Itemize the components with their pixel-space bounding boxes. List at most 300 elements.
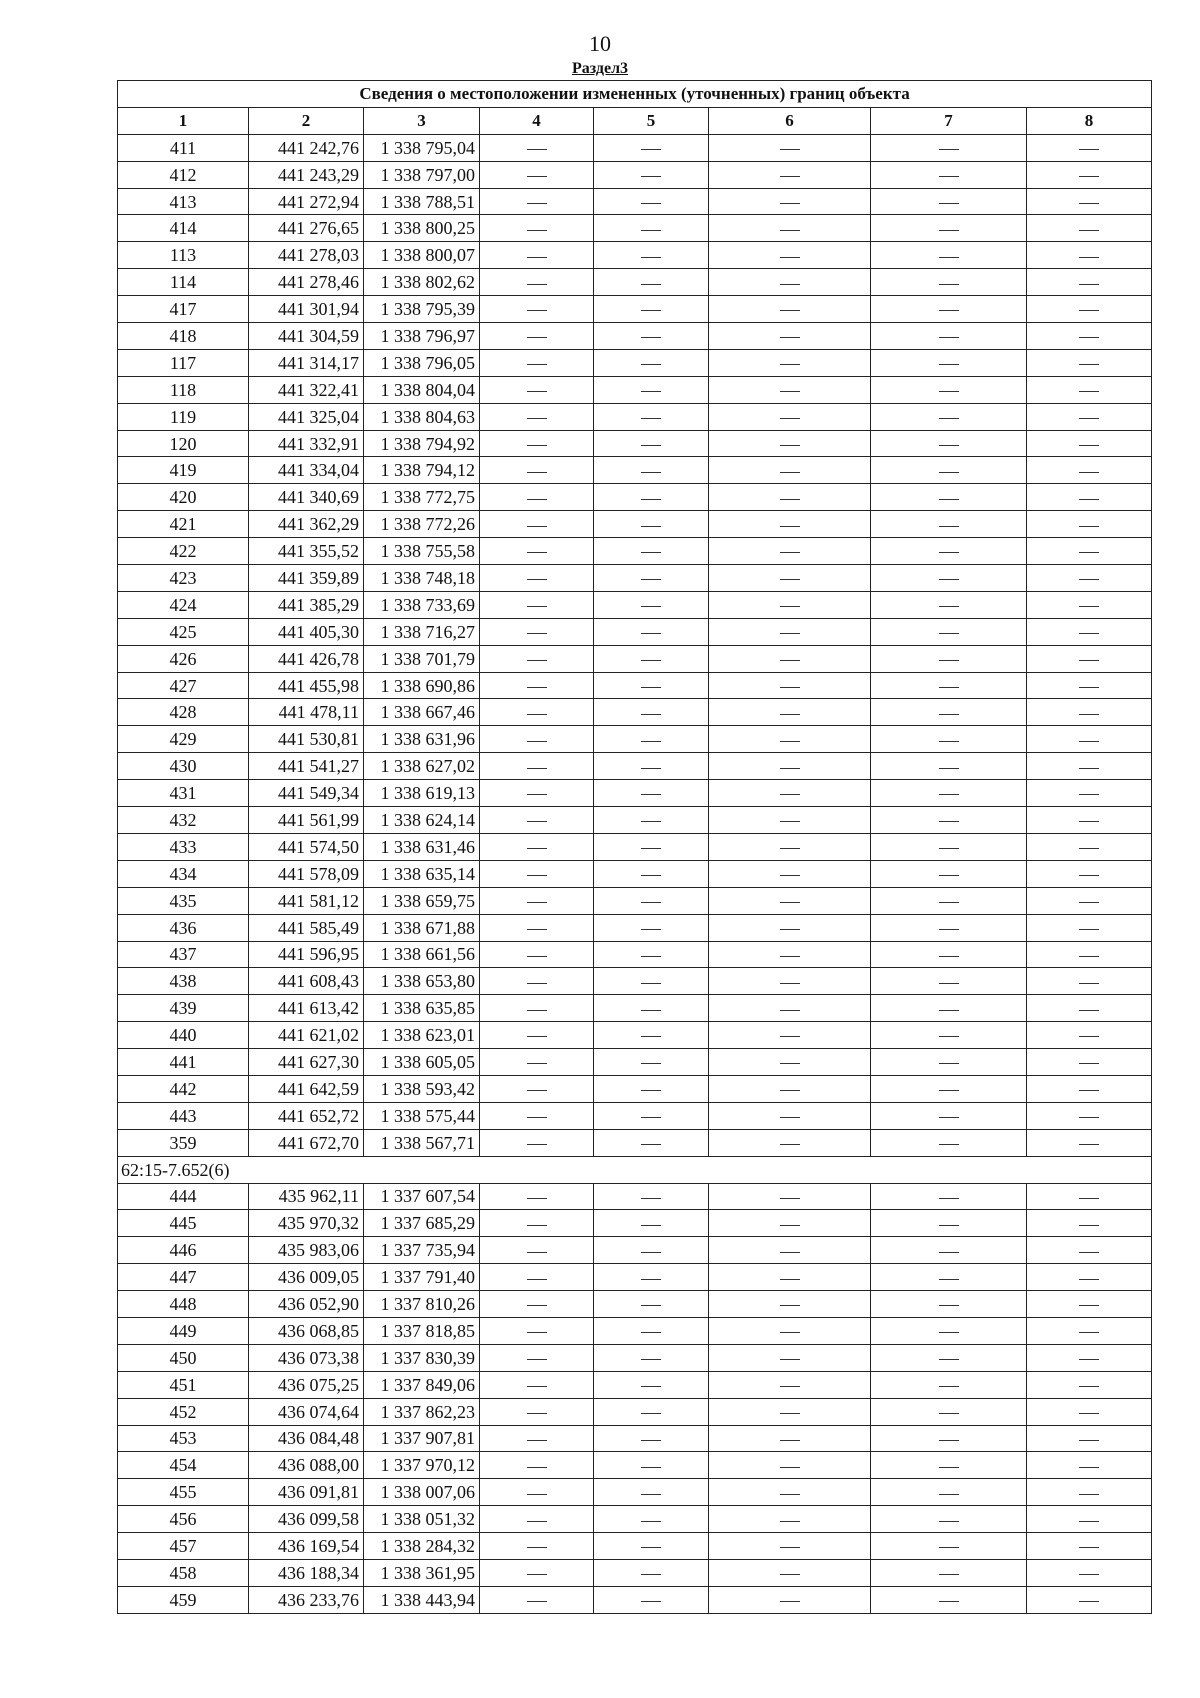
empty-value-cell <box>871 1049 1027 1076</box>
empty-value-cell <box>871 376 1027 403</box>
table-row <box>118 753 1152 780</box>
dash-mark <box>939 983 959 984</box>
empty-value-cell <box>1027 134 1152 161</box>
dash-mark <box>527 633 547 634</box>
dash-mark <box>641 741 661 742</box>
empty-value-cell <box>871 565 1027 592</box>
y-coordinate-cell: 1 338 631,46 <box>364 833 480 860</box>
y-coordinate-cell: 1 338 671,88 <box>364 914 480 941</box>
dash-mark <box>527 956 547 957</box>
dash-mark <box>1079 1413 1099 1414</box>
empty-value-cell <box>871 1317 1027 1344</box>
x-coordinate-cell: 441 642,59 <box>249 1075 364 1102</box>
empty-value-cell <box>709 1398 871 1425</box>
point-number-cell: 430 <box>118 753 249 780</box>
dash-mark <box>1079 1198 1099 1199</box>
table-row <box>118 1533 1152 1560</box>
empty-value-cell <box>480 807 594 834</box>
dash-mark <box>1079 364 1099 365</box>
empty-value-cell <box>594 457 709 484</box>
x-coordinate-cell: 441 278,46 <box>249 269 364 296</box>
empty-value-cell <box>594 1586 709 1613</box>
empty-value-cell <box>594 968 709 995</box>
table-row <box>118 807 1152 834</box>
dash-mark <box>527 310 547 311</box>
dash-mark <box>939 552 959 553</box>
dash-mark <box>780 526 800 527</box>
empty-value-cell <box>1027 1129 1152 1156</box>
dash-mark <box>939 310 959 311</box>
point-number-cell: 455 <box>118 1479 249 1506</box>
empty-value-cell <box>594 349 709 376</box>
dash-mark <box>527 1117 547 1118</box>
dash-mark <box>641 660 661 661</box>
empty-value-cell <box>594 1479 709 1506</box>
empty-value-cell <box>1027 941 1152 968</box>
dash-mark <box>527 660 547 661</box>
x-coordinate-cell: 441 652,72 <box>249 1102 364 1129</box>
empty-value-cell <box>1027 242 1152 269</box>
empty-value-cell <box>594 995 709 1022</box>
empty-value-cell <box>480 1452 594 1479</box>
table-row <box>118 323 1152 350</box>
x-coordinate-cell: 436 099,58 <box>249 1506 364 1533</box>
dash-mark <box>641 1010 661 1011</box>
dash-mark <box>1079 1467 1099 1468</box>
x-coordinate-cell: 436 188,34 <box>249 1559 364 1586</box>
empty-value-cell <box>871 753 1027 780</box>
parcel-group-label: 62:15-7.652(6) <box>118 1156 1152 1183</box>
point-number-cell: 438 <box>118 968 249 995</box>
dash-mark <box>939 230 959 231</box>
point-number-cell: 418 <box>118 323 249 350</box>
dash-mark <box>1079 1547 1099 1548</box>
dash-mark <box>527 821 547 822</box>
x-coordinate-cell: 441 541,27 <box>249 753 364 780</box>
y-coordinate-cell: 1 338 800,07 <box>364 242 480 269</box>
dash-mark <box>527 1547 547 1548</box>
point-number-cell: 445 <box>118 1210 249 1237</box>
empty-value-cell <box>594 1075 709 1102</box>
empty-value-cell <box>1027 887 1152 914</box>
dash-mark <box>641 1521 661 1522</box>
column-header: 5 <box>594 107 709 134</box>
empty-value-cell <box>594 242 709 269</box>
dash-mark <box>780 391 800 392</box>
dash-mark <box>939 929 959 930</box>
section-title: Раздел3 <box>571 60 629 77</box>
point-number-cell: 431 <box>118 780 249 807</box>
dash-mark <box>939 1036 959 1037</box>
empty-value-cell <box>709 511 871 538</box>
empty-value-cell <box>480 1183 594 1210</box>
dash-mark <box>641 1198 661 1199</box>
dash-mark <box>780 1467 800 1468</box>
dash-mark <box>527 794 547 795</box>
empty-value-cell <box>480 188 594 215</box>
point-number-cell: 458 <box>118 1559 249 1586</box>
dash-mark <box>641 956 661 957</box>
x-coordinate-cell: 441 301,94 <box>249 296 364 323</box>
table-row <box>118 134 1152 161</box>
dash-mark <box>527 1225 547 1226</box>
empty-value-cell <box>871 1533 1027 1560</box>
empty-value-cell <box>709 1264 871 1291</box>
point-number-cell: 444 <box>118 1183 249 1210</box>
table-row <box>118 1344 1152 1371</box>
point-number-cell: 439 <box>118 995 249 1022</box>
dash-mark <box>527 203 547 204</box>
point-number-cell: 449 <box>118 1317 249 1344</box>
dash-mark <box>641 1413 661 1414</box>
dash-mark <box>527 1440 547 1441</box>
empty-value-cell <box>594 269 709 296</box>
empty-value-cell <box>1027 833 1152 860</box>
dash-mark <box>780 203 800 204</box>
dash-mark <box>780 149 800 150</box>
y-coordinate-cell: 1 338 794,92 <box>364 430 480 457</box>
empty-value-cell <box>709 565 871 592</box>
dash-mark <box>780 1494 800 1495</box>
empty-value-cell <box>594 376 709 403</box>
empty-value-cell <box>871 403 1027 430</box>
empty-value-cell <box>480 672 594 699</box>
empty-value-cell <box>871 349 1027 376</box>
empty-value-cell <box>480 780 594 807</box>
empty-value-cell <box>1027 1479 1152 1506</box>
y-coordinate-cell: 1 338 772,75 <box>364 484 480 511</box>
dash-mark <box>1079 499 1099 500</box>
empty-value-cell <box>480 887 594 914</box>
empty-value-cell <box>480 1049 594 1076</box>
empty-value-cell <box>480 1398 594 1425</box>
table-row <box>118 645 1152 672</box>
empty-value-cell <box>480 296 594 323</box>
empty-value-cell <box>1027 1533 1152 1560</box>
empty-value-cell <box>709 403 871 430</box>
dash-mark <box>780 1198 800 1199</box>
dash-mark <box>939 1332 959 1333</box>
dash-mark <box>1079 821 1099 822</box>
x-coordinate-cell: 441 561,99 <box>249 807 364 834</box>
y-coordinate-cell: 1 338 755,58 <box>364 538 480 565</box>
empty-value-cell <box>594 1371 709 1398</box>
empty-value-cell <box>871 699 1027 726</box>
empty-value-cell <box>1027 215 1152 242</box>
empty-value-cell <box>480 269 594 296</box>
empty-value-cell <box>1027 591 1152 618</box>
dash-mark <box>641 499 661 500</box>
empty-value-cell <box>594 1317 709 1344</box>
dash-mark <box>939 499 959 500</box>
dash-mark <box>641 902 661 903</box>
dash-mark <box>939 633 959 634</box>
empty-value-cell <box>709 1210 871 1237</box>
point-number-cell: 114 <box>118 269 249 296</box>
dash-mark <box>641 472 661 473</box>
dash-mark <box>939 1198 959 1199</box>
dash-mark <box>527 902 547 903</box>
dash-mark <box>1079 310 1099 311</box>
dash-mark <box>527 1359 547 1360</box>
x-coordinate-cell: 441 596,95 <box>249 941 364 968</box>
table-row <box>118 1264 1152 1291</box>
empty-value-cell <box>871 1129 1027 1156</box>
x-coordinate-cell: 441 243,29 <box>249 161 364 188</box>
empty-value-cell <box>480 1506 594 1533</box>
dash-mark <box>641 1252 661 1253</box>
empty-value-cell <box>871 215 1027 242</box>
dash-mark <box>641 418 661 419</box>
point-number-cell: 120 <box>118 430 249 457</box>
dash-mark <box>1079 875 1099 876</box>
table-row <box>118 1129 1152 1156</box>
table-row <box>118 511 1152 538</box>
empty-value-cell <box>480 753 594 780</box>
column-number-row <box>118 107 1152 134</box>
dash-mark <box>939 149 959 150</box>
dash-mark <box>527 875 547 876</box>
point-number-cell: 428 <box>118 699 249 726</box>
empty-value-cell <box>594 565 709 592</box>
y-coordinate-cell: 1 337 791,40 <box>364 1264 480 1291</box>
dash-mark <box>527 257 547 258</box>
empty-value-cell <box>1027 618 1152 645</box>
empty-value-cell <box>709 215 871 242</box>
dash-mark <box>641 149 661 150</box>
empty-value-cell <box>1027 511 1152 538</box>
dash-mark <box>641 176 661 177</box>
dash-mark <box>939 1279 959 1280</box>
empty-value-cell <box>709 161 871 188</box>
empty-value-cell <box>1027 726 1152 753</box>
dash-mark <box>939 284 959 285</box>
dash-mark <box>939 956 959 957</box>
y-coordinate-cell: 1 338 575,44 <box>364 1102 480 1129</box>
dash-mark <box>527 687 547 688</box>
dash-mark <box>641 1386 661 1387</box>
y-coordinate-cell: 1 338 788,51 <box>364 188 480 215</box>
y-coordinate-cell: 1 338 690,86 <box>364 672 480 699</box>
column-header: 3 <box>364 107 480 134</box>
point-number-cell: 119 <box>118 403 249 430</box>
empty-value-cell <box>594 860 709 887</box>
dash-mark <box>1079 1386 1099 1387</box>
table-row <box>118 968 1152 995</box>
empty-value-cell <box>871 1344 1027 1371</box>
empty-value-cell <box>871 1237 1027 1264</box>
x-coordinate-cell: 441 278,03 <box>249 242 364 269</box>
empty-value-cell <box>709 1075 871 1102</box>
empty-value-cell <box>480 1022 594 1049</box>
empty-value-cell <box>709 1425 871 1452</box>
y-coordinate-cell: 1 338 802,62 <box>364 269 480 296</box>
dash-mark <box>641 606 661 607</box>
table-row <box>118 672 1152 699</box>
dash-mark <box>780 1547 800 1548</box>
dash-mark <box>939 337 959 338</box>
empty-value-cell <box>709 995 871 1022</box>
dash-mark <box>1079 714 1099 715</box>
dash-mark <box>780 1225 800 1226</box>
y-coordinate-cell: 1 337 830,39 <box>364 1344 480 1371</box>
empty-value-cell <box>871 161 1027 188</box>
empty-value-cell <box>871 1264 1027 1291</box>
dash-mark <box>1079 902 1099 903</box>
dash-mark <box>1079 768 1099 769</box>
dash-mark <box>780 687 800 688</box>
table-row <box>118 269 1152 296</box>
empty-value-cell <box>871 484 1027 511</box>
empty-value-cell <box>594 1102 709 1129</box>
table-row <box>118 161 1152 188</box>
dash-mark <box>641 445 661 446</box>
empty-value-cell <box>480 833 594 860</box>
empty-value-cell <box>594 215 709 242</box>
empty-value-cell <box>709 887 871 914</box>
y-coordinate-cell: 1 338 593,42 <box>364 1075 480 1102</box>
y-coordinate-cell: 1 338 733,69 <box>364 591 480 618</box>
dash-mark <box>527 1198 547 1199</box>
empty-value-cell <box>709 780 871 807</box>
empty-value-cell <box>1027 296 1152 323</box>
x-coordinate-cell: 441 530,81 <box>249 726 364 753</box>
dash-mark <box>641 552 661 553</box>
dash-mark <box>641 1305 661 1306</box>
empty-value-cell <box>871 591 1027 618</box>
empty-value-cell <box>709 726 871 753</box>
empty-value-cell <box>1027 1559 1152 1586</box>
dash-mark <box>780 418 800 419</box>
empty-value-cell <box>709 349 871 376</box>
empty-value-cell <box>709 1129 871 1156</box>
y-coordinate-cell: 1 338 361,95 <box>364 1559 480 1586</box>
empty-value-cell <box>871 242 1027 269</box>
y-coordinate-cell: 1 338 007,06 <box>364 1479 480 1506</box>
dash-mark <box>780 660 800 661</box>
dash-mark <box>780 1279 800 1280</box>
x-coordinate-cell: 436 074,64 <box>249 1398 364 1425</box>
x-coordinate-cell: 441 314,17 <box>249 349 364 376</box>
dash-mark <box>780 929 800 930</box>
column-header: 1 <box>118 107 249 134</box>
dash-mark <box>780 848 800 849</box>
dash-mark <box>641 257 661 258</box>
empty-value-cell <box>709 1022 871 1049</box>
empty-value-cell <box>1027 1398 1152 1425</box>
x-coordinate-cell: 436 052,90 <box>249 1291 364 1318</box>
y-coordinate-cell: 1 338 796,97 <box>364 323 480 350</box>
x-coordinate-cell: 436 088,00 <box>249 1452 364 1479</box>
y-coordinate-cell: 1 338 804,04 <box>364 376 480 403</box>
column-header: 4 <box>480 107 594 134</box>
dash-mark <box>939 714 959 715</box>
empty-value-cell <box>871 188 1027 215</box>
empty-value-cell <box>1027 860 1152 887</box>
dash-mark <box>1079 741 1099 742</box>
empty-value-cell <box>1027 645 1152 672</box>
dash-mark <box>1079 1063 1099 1064</box>
dash-mark <box>527 472 547 473</box>
y-coordinate-cell: 1 338 795,04 <box>364 134 480 161</box>
table-row <box>118 887 1152 914</box>
dash-mark <box>939 1117 959 1118</box>
dash-mark <box>939 1252 959 1253</box>
dash-mark <box>780 472 800 473</box>
column-header: 8 <box>1027 107 1152 134</box>
empty-value-cell <box>480 1129 594 1156</box>
point-number-cell: 440 <box>118 1022 249 1049</box>
empty-value-cell <box>1027 430 1152 457</box>
dash-mark <box>1079 633 1099 634</box>
empty-value-cell <box>480 1425 594 1452</box>
dash-mark <box>939 660 959 661</box>
dash-mark <box>939 1386 959 1387</box>
point-number-cell: 422 <box>118 538 249 565</box>
table-row <box>118 1049 1152 1076</box>
dash-mark <box>780 257 800 258</box>
empty-value-cell <box>480 1559 594 1586</box>
point-number-cell: 426 <box>118 645 249 672</box>
empty-value-cell <box>871 672 1027 699</box>
dash-mark <box>780 1574 800 1575</box>
empty-value-cell <box>594 1264 709 1291</box>
empty-value-cell <box>480 215 594 242</box>
point-number-cell: 412 <box>118 161 249 188</box>
empty-value-cell <box>709 484 871 511</box>
dash-mark <box>780 768 800 769</box>
empty-value-cell <box>871 457 1027 484</box>
dash-mark <box>1079 660 1099 661</box>
empty-value-cell <box>1027 699 1152 726</box>
empty-value-cell <box>709 618 871 645</box>
y-coordinate-cell: 1 338 619,13 <box>364 780 480 807</box>
empty-value-cell <box>709 1237 871 1264</box>
dash-mark <box>1079 257 1099 258</box>
empty-value-cell <box>594 833 709 860</box>
empty-value-cell <box>594 887 709 914</box>
dash-mark <box>641 1467 661 1468</box>
dash-mark <box>641 364 661 365</box>
table-row <box>118 296 1152 323</box>
x-coordinate-cell: 441 574,50 <box>249 833 364 860</box>
empty-value-cell <box>709 1586 871 1613</box>
empty-value-cell <box>871 1075 1027 1102</box>
x-coordinate-cell: 436 084,48 <box>249 1425 364 1452</box>
dash-mark <box>527 176 547 177</box>
point-number-cell: 427 <box>118 672 249 699</box>
dash-mark <box>939 1305 959 1306</box>
dash-mark <box>939 741 959 742</box>
point-number-cell: 421 <box>118 511 249 538</box>
dash-mark <box>641 1574 661 1575</box>
dash-mark <box>641 1601 661 1602</box>
point-number-cell: 429 <box>118 726 249 753</box>
empty-value-cell <box>709 1506 871 1533</box>
empty-value-cell <box>594 1022 709 1049</box>
dash-mark <box>939 1010 959 1011</box>
empty-value-cell <box>871 1586 1027 1613</box>
empty-value-cell <box>871 807 1027 834</box>
empty-value-cell <box>1027 780 1152 807</box>
empty-value-cell <box>480 591 594 618</box>
y-coordinate-cell: 1 338 800,25 <box>364 215 480 242</box>
dash-mark <box>939 687 959 688</box>
empty-value-cell <box>1027 269 1152 296</box>
point-number-cell: 359 <box>118 1129 249 1156</box>
x-coordinate-cell: 441 276,65 <box>249 215 364 242</box>
empty-value-cell <box>709 914 871 941</box>
